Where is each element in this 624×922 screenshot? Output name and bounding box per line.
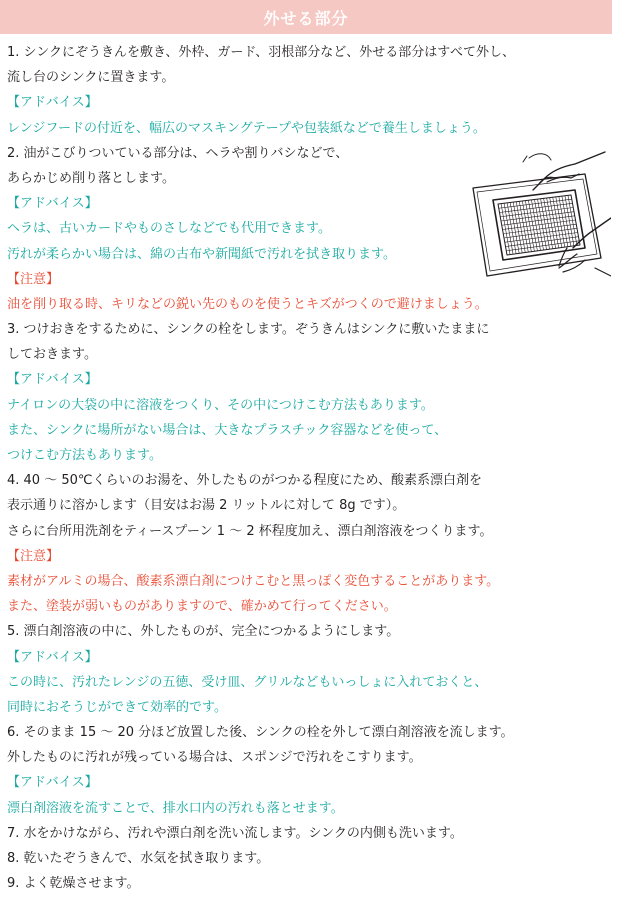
step-line: 9. よく乾燥させます。 (7, 876, 140, 892)
step-line: 1. シンクにぞうきんを敷き、外枠、ガード、羽根部分など、外せる部分はすべて外し、 (7, 45, 516, 60)
advice-line: 【アドバイス】 (7, 649, 98, 665)
step-line: 流し台のシンクに置きます。 (7, 70, 175, 86)
step-line: 7. 水をかけながら、汚れや漂白剤を洗い流します。シンクの内側も洗います。 (7, 825, 463, 841)
step-line: 2. 油がこびりついている部分は、ヘラや割りバシなどで、 (7, 145, 349, 161)
hands-scraping-grill-illustration (467, 148, 611, 290)
step-line: あらかじめ削り落とします。 (7, 170, 175, 186)
warning-line: また、塗装が弱いものがありますので、確かめて行ってください。 (7, 599, 397, 615)
advice-line: また、シンクに場所がない場合は、大きなプラスチック容器などを使って、 (7, 422, 448, 438)
advice-line: 【アドバイス】 (7, 372, 98, 388)
advice-line: 【アドバイス】 (7, 196, 98, 212)
advice-line: 【アドバイス】 (7, 775, 98, 791)
advice-line: ヘラは、古いカードやものさしなどでも代用できます。 (7, 221, 331, 237)
advice-line: 漂白剤溶液を流すことで、排水口内の汚れも落とせます。 (7, 800, 344, 816)
advice-line: 【アドバイス】 (7, 95, 98, 111)
step-line: 4. 40 〜 50℃くらいのお湯を、外したものがつかる程度にため、酸素系漂白剤を (7, 473, 482, 489)
advice-line: レンジフードの付近を、幅広のマスキングテープや包装紙などで養生しましょう。 (7, 120, 486, 136)
warning-line: 素材がアルミの場合、酸素系漂白剤につけこむと黒っぽく変色することがあります。 (7, 573, 500, 589)
step-line: 5. 漂白剤溶液の中に、外したものが、完全につかるようにします。 (7, 624, 400, 640)
step-line: 6. そのまま 15 〜 20 分ほど放置した後、シンクの栓を外して漂白剤溶液を流します。 (7, 725, 514, 741)
warning-line: 【注意】 (7, 548, 60, 564)
advice-line: 汚れが柔らかい場合は、綿の古布や新聞紙で汚れを拭き取ります。 (7, 246, 396, 262)
step-line: 外したものに汚れが残っている場合は、スポンジで汚れをこすります。 (7, 750, 422, 766)
advice-line: この時に、汚れたレンジの五徳、受け皿、グリルなどもいっしょに入れておくと、 (7, 674, 488, 690)
step-line: 3. つけおきをするために、シンクの栓をします。ぞうきんはシンクに敷いたままに (7, 322, 490, 338)
section-title: 外せる部分 (263, 8, 349, 28)
step-line: しておきます。 (7, 347, 97, 363)
step-line: さらに台所用洗剤をティースプーン 1 〜 2 杯程度加え、漂白剤溶液をつくります。 (7, 523, 493, 539)
section-header (0, 0, 612, 34)
advice-line: つけこむ方法もあります。 (7, 448, 162, 463)
warning-line: 【注意】 (7, 271, 60, 287)
step-line: 表示通りに溶かします（目安はお湯 2 リットルに対して 8g です）。 (7, 498, 406, 514)
advice-line: 同時におそうじができて効率的です。 (7, 699, 227, 715)
advice-line: ナイロンの大袋の中に溶液をつくり、その中につけこむ方法もあります。 (7, 397, 434, 413)
warning-line: 油を削り取る時、キリなどの鋭い先のものを使うとキズがつくので避けましょう。 (7, 296, 488, 312)
step-line: 8. 乾いたぞうきんで、水気を拭き取ります。 (7, 851, 270, 866)
